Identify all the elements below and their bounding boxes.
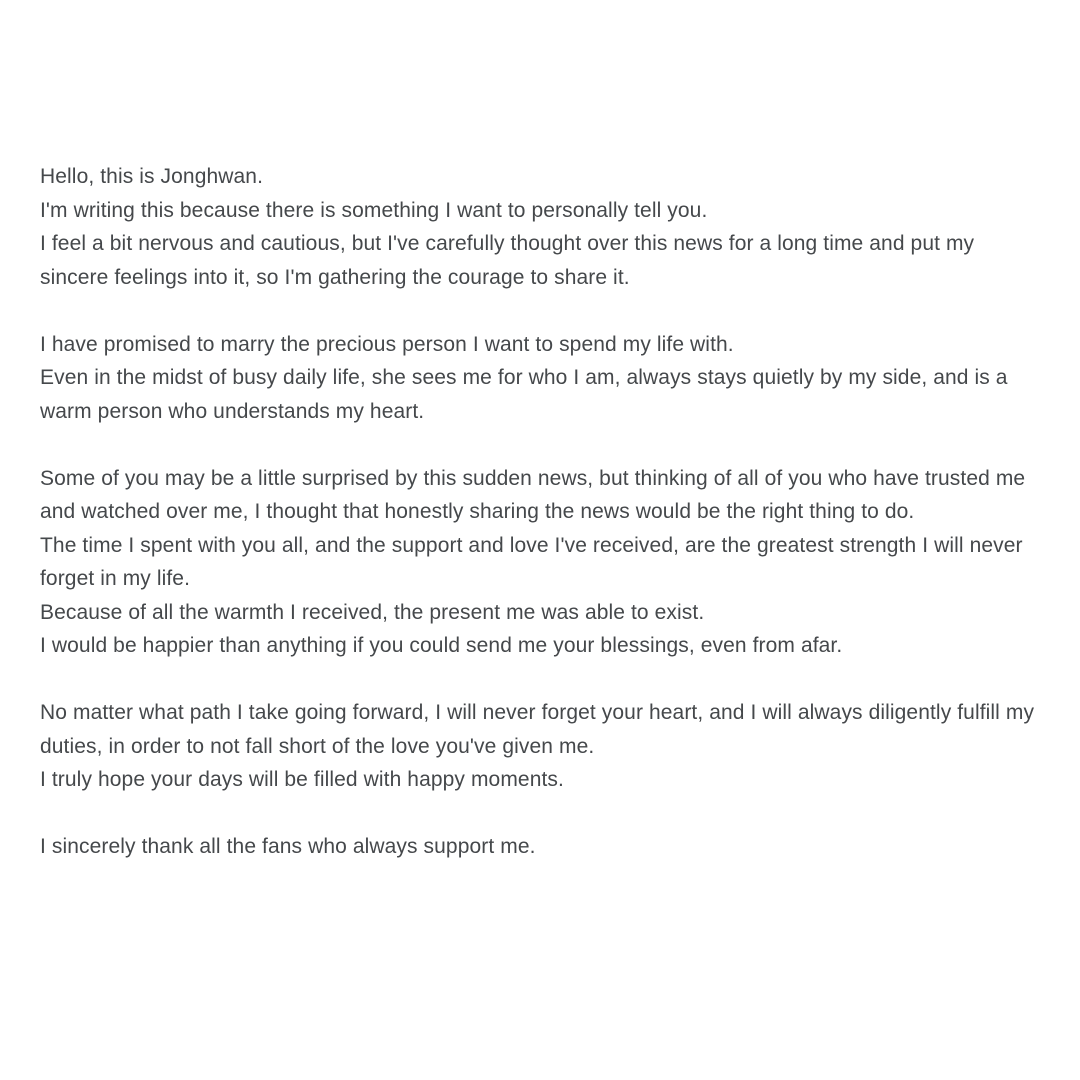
letter-line: I truly hope your days will be filled with happy moments.: [40, 768, 564, 791]
letter-line: I feel a bit nervous and cautious, but I've carefully thought over this news for a long time and put my sincere feelings into it, so I'm gathering the courage to share it.: [40, 232, 975, 289]
letter-line: Because of all the warmth I received, the present me was able to exist.: [40, 600, 705, 624]
letter-paragraph: [40, 328, 1042, 429]
letter-line: I would be happier than anything if you could send me your blessings, even from afar.: [40, 634, 843, 657]
letter-line: The time I spent with you all, and the support and love I've received, are the greatest strength I will never forget in my life.: [40, 533, 1023, 590]
letter-line: No matter what path I take going forward, I will never forget your heart, and I will always diligently fulfill my duties, in order to not fall short of the love you've given me.: [40, 701, 1035, 758]
letter-paragraph: [40, 462, 1042, 663]
letter-line: I'm writing this because there is something I want to personally tell you.: [40, 198, 708, 222]
letter-paragraph: [40, 160, 1042, 294]
letter-paragraph: [40, 830, 1042, 864]
letter-paragraph: [40, 696, 1042, 797]
letter-line: Even in the midst of busy daily life, she sees me for who I am, always stays quietly by my side, and is a warm person who understands my heart.: [40, 366, 1008, 423]
letter-line: I have promised to marry the precious person I want to spend my life with.: [40, 332, 734, 356]
letter-line: Some of you may be a little surprised by this sudden news, but thinking of all of you who have trusted me and watched over me, I thought that honestly sharing the news would be the right thing to do.: [40, 466, 1026, 523]
letter-line: Hello, this is Jonghwan.: [40, 165, 264, 188]
letter-line: I sincerely thank all the fans who always support me.: [40, 835, 536, 858]
